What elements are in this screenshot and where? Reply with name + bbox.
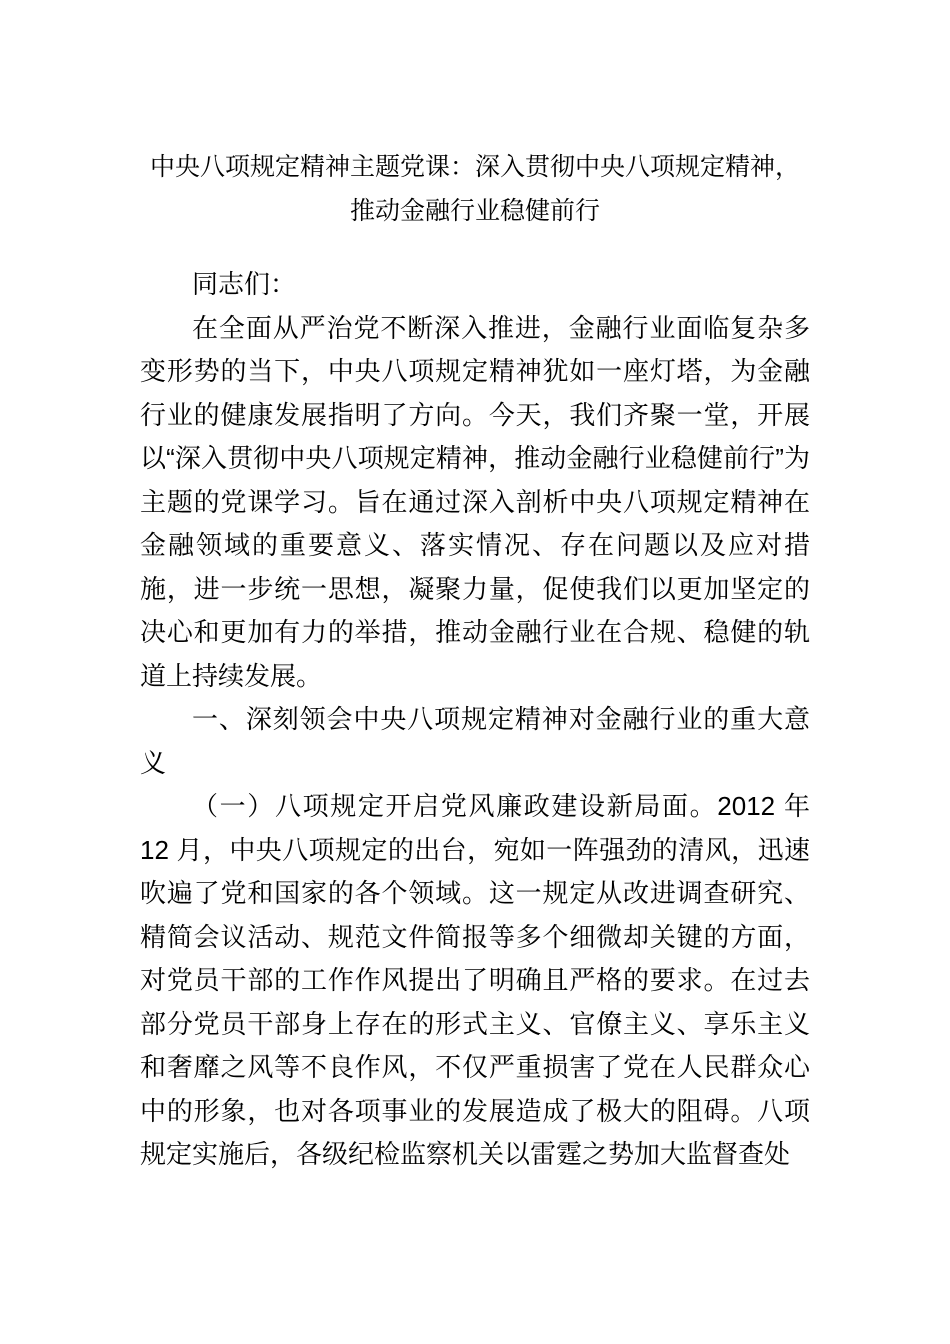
paragraph-section-1-1: （一）八项规定开启党风廉政建设新局面。2012 年 12 月，中央八项规定的出台，宛如一阵强劲的清风，迅速吹遍了党和国家的各个领域。这一规定从改进调查研究、精简会议活动、规范文件简报等多个细微却关键的方面，对党员干部的工作作风提出了明确且严格的要求。在过去部分党员干部身上存在的形式主义、官僚主义、享乐主义和奢靡之风等不良作风，不仅严重损害了党在人民群众心中的形象，也对各项事业的发展造成了极大的阻碍。八项规定实施后，各级纪检监察机关以雷霆之势加大监督查处 (140, 791, 810, 1169)
title-line-2: 推动金融行业稳健前行 (349, 196, 600, 225)
section-heading-1: 一、深刻领会中央八项规定精神对金融行业的重大意义 (140, 704, 810, 778)
title-line-1: 中央八项规定精神主题党课：深入贯彻中央八项规定精神， (149, 153, 800, 181)
salutation: 同志们： (192, 269, 297, 299)
paragraph-intro: 在全面从严治党不断深入推进，金融行业面临复杂多变形势的当下，中央八项规定精神犹如一座灯塔，为金融行业的健康发展指明了方向。今天，我们齐聚一堂，开展以“深入贯彻中央八项规定精神，推动金融行业稳健前行”为主题的党课学习。旨在通过深入剖析中央八项规定精神在金融领域的重要意义、落实情况、存在问题以及应对措施，进一步统一思想，凝聚力量，促使我们以更加坚定的决心和更加有力的举措，推动金融行业在合规、稳健的轨道上持续发展。 (140, 312, 810, 691)
document-content (140, 146, 810, 1177)
document-title (140, 146, 810, 233)
